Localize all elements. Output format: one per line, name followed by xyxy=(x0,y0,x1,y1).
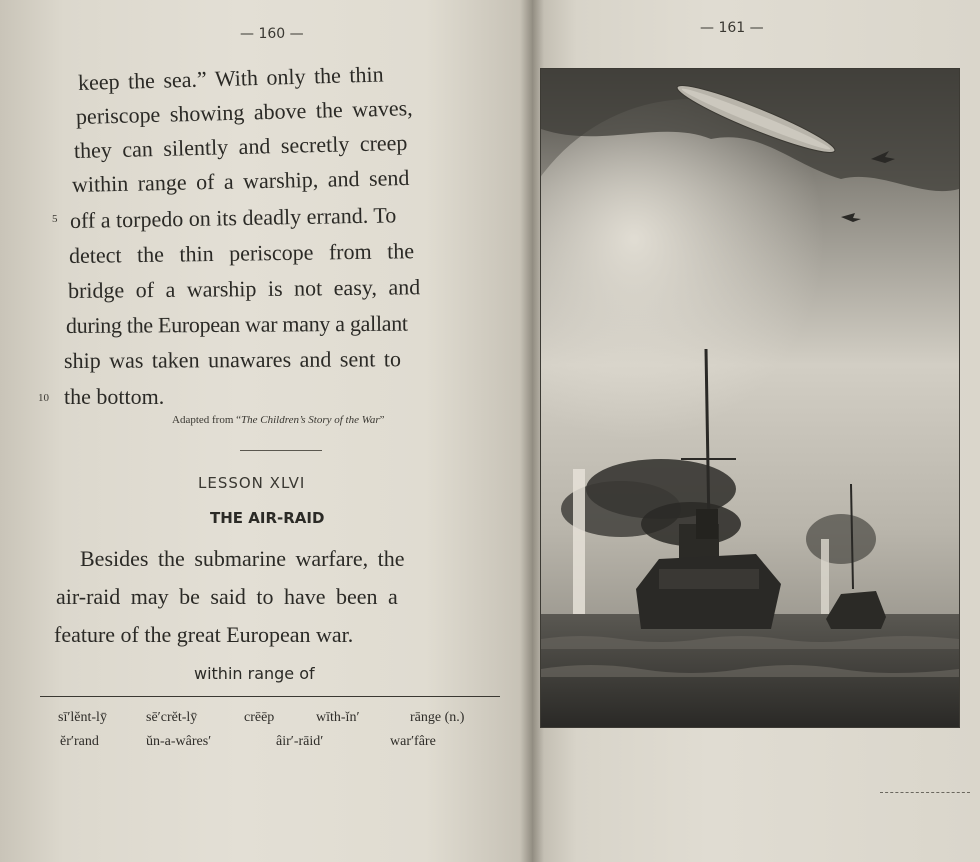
lesson-title: THE AIR-RAID xyxy=(210,509,325,527)
source-attribution xyxy=(172,414,385,426)
vocab-word: sē′crĕt-lȳ xyxy=(146,710,198,725)
text-line: detect the thin periscope from the xyxy=(68,238,415,268)
text-line: ship was taken unawares and sent to xyxy=(63,346,401,373)
section-divider xyxy=(240,450,322,451)
lesson-text-line: air-raid may be said to have been a xyxy=(56,584,398,609)
text-line: during the European war many a gallant xyxy=(65,310,408,338)
text-line: they can silently and secretly creep xyxy=(73,129,408,163)
source-suffix: ” xyxy=(379,414,385,426)
illustration-art xyxy=(541,69,959,727)
source-title: The Children’s Story of the War xyxy=(241,414,380,426)
vocab-word: crēēp xyxy=(244,710,275,725)
text-line: bridge of a warship is not easy, and xyxy=(67,274,421,303)
text-line: within range of a warship, and send xyxy=(71,164,410,197)
page-number-160: — 160 — xyxy=(240,26,304,42)
vocabulary-divider xyxy=(40,696,500,697)
source-prefix: Adapted from “ xyxy=(172,414,242,426)
text-line: periscope showing above the waves, xyxy=(75,95,413,129)
text-line: the bottom. xyxy=(64,384,165,409)
line-number-5: 5 xyxy=(52,213,58,225)
line-number-10: 10 xyxy=(38,392,49,404)
vocab-word: âir′-rāid′ xyxy=(276,734,324,749)
vocab-word: ŭn-a-wâres′ xyxy=(146,734,212,749)
lesson-text-line: Besides the submarine warfare, the xyxy=(80,546,405,571)
battleship-illustration xyxy=(540,68,960,728)
text-line: off a torpedo on its deadly errand. To xyxy=(69,202,397,233)
vocab-word: sī′lĕnt-lȳ xyxy=(58,710,107,725)
lesson-text-line: feature of the great European war. xyxy=(54,622,354,647)
page-mark xyxy=(880,792,970,793)
vocab-word: rānge (n.) xyxy=(410,710,465,725)
vocab-word: wīth-ĭn′ xyxy=(316,710,360,725)
phrase-note: within range of xyxy=(194,664,315,683)
lesson-number: LESSON XLVI xyxy=(198,474,306,492)
page-number-161: — 161 — xyxy=(700,20,764,36)
vocab-word: war′fâre xyxy=(390,734,436,749)
text-line: keep the sea.” With only the thin xyxy=(77,61,384,95)
vocab-word: ĕr′rand xyxy=(60,734,99,749)
